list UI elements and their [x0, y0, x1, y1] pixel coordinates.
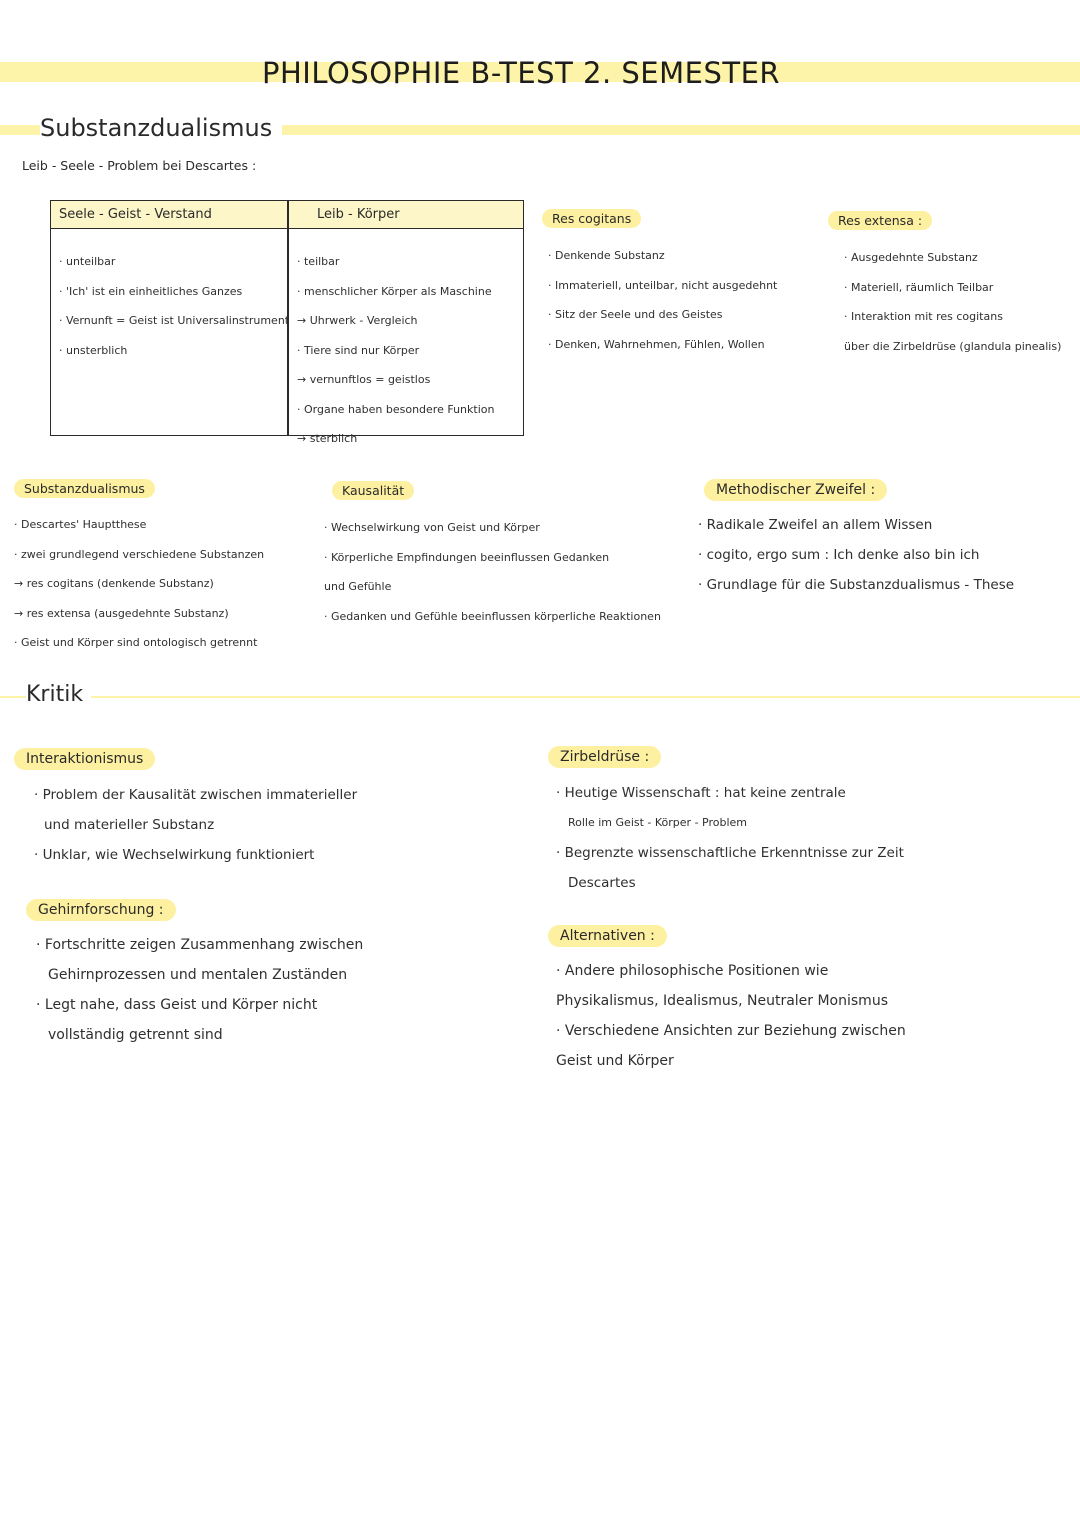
zirbeldruese-list [556, 778, 904, 898]
list-item: · Radikale Zweifel an allem Wissen [698, 517, 933, 533]
res-cogitans-list [548, 241, 777, 359]
list-item: über die Zirbeldrüse (glandula pinealis) [844, 339, 1062, 353]
table-left-column [59, 247, 289, 365]
list-item: · Unklar, wie Wechselwirkung funktioniert [34, 847, 315, 863]
list-item: Descartes [568, 875, 636, 891]
list-item: und Gefühle [324, 580, 392, 593]
list-item: · Heutige Wissenschaft : hat keine zentrale [556, 785, 846, 801]
kausalitaet-list [324, 513, 661, 631]
table-cell: · unsterblich [59, 343, 128, 357]
list-item: · Legt nahe, dass Geist und Körper nicht [36, 997, 318, 1013]
table-cell: · menschlicher Körper als Maschine [297, 284, 492, 298]
section-title: Substanzdualismus [40, 114, 282, 142]
list-item: · Geist und Körper sind ontologisch getrennt [14, 636, 258, 649]
res-cogitans-heading: Res cogitans [542, 209, 641, 228]
zweifel-list [698, 510, 1014, 600]
zweifel-heading: Methodischer Zweifel : [704, 479, 887, 501]
substanzdualismus-list [14, 510, 264, 658]
list-item: Physikalismus, Idealismus, Neutraler Monismus [556, 993, 888, 1009]
list-item: · Andere philosophische Positionen wie [556, 963, 829, 979]
table-cell: · Organe haben besondere Funktion [297, 402, 495, 416]
table-cell: → Uhrwerk - Vergleich [297, 314, 418, 327]
table-cell: · teilbar [297, 255, 340, 268]
list-item: · cogito, ergo sum : Ich denke also bin ich [698, 547, 980, 563]
interaktionismus-list [34, 780, 357, 870]
table-right-column [297, 247, 494, 454]
substanzdualismus-heading: Substanzdualismus [14, 479, 155, 498]
table-header-right: Leib - Körper [317, 207, 400, 222]
list-item: · Wechselwirkung von Geist und Körper [324, 521, 540, 534]
list-item: Gehirnprozessen und mentalen Zuständen [48, 967, 348, 983]
gehirnforschung-list [36, 930, 363, 1050]
section-subtitle: Leib - Seele - Problem bei Descartes : [22, 158, 257, 173]
list-item: · Problem der Kausalität zwischen immaterieller [34, 787, 358, 803]
comparison-table [50, 200, 524, 445]
list-item: · Denkende Substanz [548, 249, 665, 262]
list-item: vollständig getrennt sind [48, 1027, 223, 1043]
kritik-title: Kritik [26, 682, 91, 707]
list-item: · Körperliche Empfindungen beeinflussen Gedanken [324, 550, 610, 564]
list-item: · zwei grundlegend verschiedene Substanzen [14, 547, 265, 561]
list-item: · Descartes' Hauptthese [14, 518, 147, 531]
zirbeldruese-heading: Zirbeldrüse : [548, 746, 661, 768]
list-item: Rolle im Geist - Körper - Problem [568, 816, 748, 829]
list-item: → res extensa (ausgedehnte Substanz) [14, 606, 229, 620]
table-cell: · 'Ich' ist ein einheitliches Ganzes [59, 284, 243, 298]
res-extensa-list [844, 243, 1061, 361]
table-cell: · Tiere sind nur Körper [297, 343, 420, 357]
res-extensa-heading: Res extensa : [828, 211, 932, 230]
interaktionismus-heading: Interaktionismus [14, 748, 155, 770]
list-item: · Denken, Wahrnehmen, Fühlen, Wollen [548, 337, 765, 351]
table-header-left: Seele - Geist - Verstand [59, 207, 212, 222]
list-item: · Sitz der Seele und des Geistes [548, 308, 723, 321]
kritik-divider [0, 696, 1080, 698]
list-item: · Materiell, räumlich Teilbar [844, 280, 994, 294]
list-item: · Interaktion mit res cogitans [844, 310, 1003, 323]
table-cell: → sterblich [297, 432, 358, 445]
list-item: · Verschiedene Ansichten zur Beziehung zwischen [556, 1023, 906, 1039]
list-item: · Gedanken und Gefühle beeinflussen körperliche Reaktionen [324, 609, 661, 623]
list-item: Geist und Körper [556, 1053, 674, 1069]
list-item: · Grundlage für die Substanzdualismus - These [698, 577, 1015, 593]
list-item: · Ausgedehnte Substanz [844, 251, 978, 264]
kausalitaet-heading: Kausalität [332, 481, 414, 500]
alternativen-list [556, 956, 906, 1076]
page-title: PHILOSOPHIE B-TEST 2. SEMESTER [262, 56, 781, 90]
list-item: → res cogitans (denkende Substanz) [14, 577, 214, 590]
list-item: und materieller Substanz [44, 817, 215, 833]
table-cell: · unteilbar [59, 255, 116, 268]
table-cell: → vernunftlos = geistlos [297, 373, 431, 386]
alternativen-heading: Alternativen : [548, 925, 667, 947]
list-item: · Immateriell, unteilbar, nicht ausgedehnt [548, 278, 778, 292]
gehirnforschung-heading: Gehirnforschung : [26, 899, 176, 921]
table-cell: · Vernunft = Geist ist Universalinstrument [59, 314, 290, 327]
list-item: · Begrenzte wissenschaftliche Erkenntnisse zur Zeit [556, 845, 904, 861]
list-item: · Fortschritte zeigen Zusammenhang zwischen [36, 937, 364, 953]
